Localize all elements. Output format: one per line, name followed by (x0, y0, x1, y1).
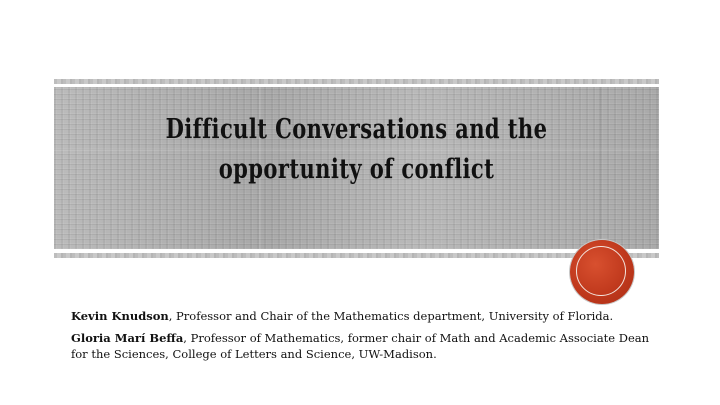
presenter-credits (71, 308, 651, 368)
banner-bottom-stripe (54, 253, 659, 258)
presenter-name: Gloria Marí Beffa (71, 331, 184, 345)
presenter-description: , Professor of Mathematics, former chair of Math and Academic Associate Dean for the Sciences, College of Letters and Science, UW-Madison. (71, 331, 650, 361)
presenter-name: Kevin Knudson (71, 309, 169, 323)
badge-inner-ring (576, 246, 626, 296)
decorative-circle-badge (570, 240, 634, 304)
slide-title: Difficult Conversations and the opportunity of conflict (165, 114, 548, 185)
banner-top-stripe (54, 79, 659, 84)
presenter-credit (71, 330, 651, 362)
presenter-description: , Professor and Chair of the Mathematics department, University of Florida. (168, 309, 614, 323)
presenter-credit (71, 308, 651, 324)
